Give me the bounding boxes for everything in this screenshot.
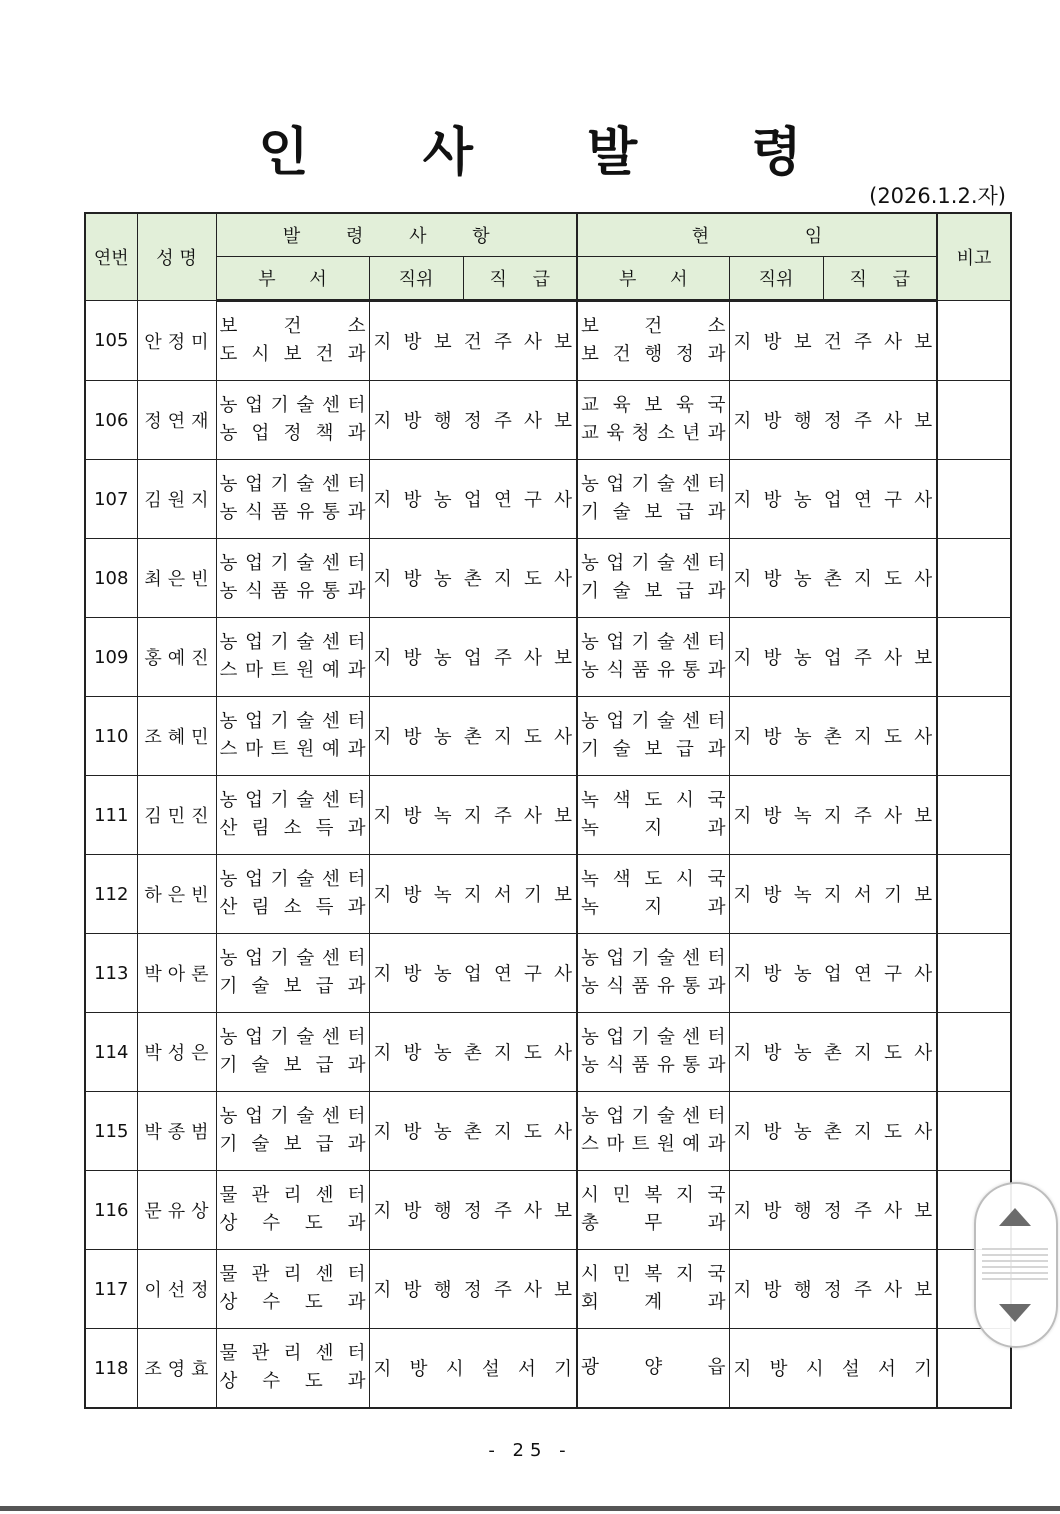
row-number: 113: [85, 934, 137, 1013]
header-current-dept-label: 부 서: [619, 269, 688, 290]
page-number: - 25 -: [488, 1440, 572, 1461]
header-row-bottom: [85, 257, 1011, 301]
current-dept-cell: [577, 855, 729, 934]
drag-handle-icon[interactable]: [982, 1248, 1048, 1282]
new-rank: 지 방 농 업 연 구 사: [373, 490, 573, 511]
remarks-cell: [937, 855, 1011, 934]
header-order: [216, 213, 577, 257]
header-order-dept: [216, 257, 369, 301]
new-dept-line: 물 관 리 센 터: [219, 1343, 366, 1364]
current-dept-line: 녹 지 과: [581, 897, 726, 918]
current-dept-line: 녹 색 도 시 국: [581, 790, 726, 811]
personnel-table: [84, 212, 1012, 1409]
new-dept-cell: [216, 301, 369, 381]
new-rank: 지 방 녹 지 서 기 보: [373, 885, 573, 906]
new-rank: 지 방 보 건 주 사 보: [373, 332, 573, 353]
new-dept-line: 농 업 기 술 센 터: [219, 869, 366, 890]
header-row-top: [85, 213, 1011, 257]
row-number: 112: [85, 855, 137, 934]
person-name: 홍예진: [137, 618, 216, 697]
new-rank: 지 방 농 업 연 구 사: [373, 964, 573, 985]
new-dept-cell: [216, 1171, 369, 1250]
person-name: 박종범: [137, 1092, 216, 1171]
remarks-cell: [937, 539, 1011, 618]
current-rank: 지 방 농 업 주 사 보: [733, 648, 933, 669]
new-rank: 지 방 농 촌 지 도 사: [373, 1043, 573, 1064]
new-dept-line: 농 업 기 술 센 터: [219, 711, 366, 732]
table-row: [85, 618, 1011, 697]
remarks-cell: [937, 460, 1011, 539]
new-dept-cell: [216, 1092, 369, 1171]
new-dept-line: 기 술 보 급 과: [219, 1134, 366, 1155]
new-rank-cell: [369, 301, 577, 381]
new-dept-cell: [216, 1013, 369, 1092]
header-current-dept: [577, 257, 729, 301]
current-dept-line: 농 업 기 술 센 터: [581, 948, 726, 969]
current-dept-line: 스 마 트 원 예 과: [581, 1134, 726, 1155]
current-dept-line: 농 업 기 술 센 터: [581, 553, 726, 574]
row-number: 106: [85, 381, 137, 460]
person-name: 이선정: [137, 1250, 216, 1329]
new-rank: 지 방 농 촌 지 도 사: [373, 569, 573, 590]
current-rank-cell: [729, 460, 937, 539]
current-rank-cell: [729, 776, 937, 855]
person-name: 박성은: [137, 1013, 216, 1092]
new-dept-cell: [216, 855, 369, 934]
person-name: 박아론: [137, 934, 216, 1013]
table-row: [85, 1329, 1011, 1409]
new-dept-line: 상 수 도 과: [219, 1371, 366, 1392]
current-dept-cell: [577, 1329, 729, 1409]
new-dept-line: 보 건 소: [219, 316, 366, 337]
header-order-label: 발 령 사 항: [282, 226, 510, 247]
current-dept-line: 농 식 품 유 통 과: [581, 1055, 726, 1076]
current-dept-cell: [577, 460, 729, 539]
row-number: 107: [85, 460, 137, 539]
table-row: [85, 776, 1011, 855]
current-dept-line: 광 양 읍: [581, 1357, 726, 1378]
document-title: 인 사 발 령: [258, 123, 850, 183]
new-dept-line: 물 관 리 센 터: [219, 1185, 366, 1206]
current-rank-cell: [729, 1171, 937, 1250]
new-dept-line: 상 수 도 과: [219, 1213, 366, 1234]
new-dept-cell: [216, 460, 369, 539]
current-dept-cell: [577, 381, 729, 460]
current-rank: 지 방 녹 지 주 사 보: [733, 806, 933, 827]
new-dept-line: 상 수 도 과: [219, 1292, 366, 1313]
new-rank: 지 방 행 정 주 사 보: [373, 1201, 573, 1222]
current-rank: 지 방 농 업 연 구 사: [733, 964, 933, 985]
current-rank-cell: [729, 1250, 937, 1329]
current-rank: 지 방 행 정 주 사 보: [733, 411, 933, 432]
current-dept-cell: [577, 1092, 729, 1171]
new-dept-line: 농 업 정 책 과: [219, 423, 366, 444]
new-dept-line: 산 림 소 득 과: [219, 897, 366, 918]
current-dept-line: 교 육 보 육 국: [581, 395, 726, 416]
new-dept-cell: [216, 1329, 369, 1409]
current-dept-line: 녹 지 과: [581, 818, 726, 839]
current-rank: 지 방 농 업 연 구 사: [733, 490, 933, 511]
new-dept-line: 농 식 품 유 통 과: [219, 502, 366, 523]
new-dept-line: 기 술 보 급 과: [219, 976, 366, 997]
new-rank-cell: [369, 1329, 577, 1409]
current-dept-cell: [577, 1013, 729, 1092]
person-name: 문유상: [137, 1171, 216, 1250]
current-rank-cell: [729, 381, 937, 460]
new-rank-cell: [369, 460, 577, 539]
current-rank-cell: [729, 1329, 937, 1409]
current-dept-line: 기 술 보 급 과: [581, 739, 726, 760]
person-name: 정연재: [137, 381, 216, 460]
new-rank-cell: [369, 1092, 577, 1171]
row-number: 118: [85, 1329, 137, 1409]
new-dept-line: 스 마 트 원 예 과: [219, 739, 366, 760]
new-dept-line: 농 업 기 술 센 터: [219, 790, 366, 811]
header-current-position: 직위: [729, 257, 823, 301]
row-number: 115: [85, 1092, 137, 1171]
header-current: [577, 213, 937, 257]
new-dept-line: 농 업 기 술 센 터: [219, 553, 366, 574]
row-number: 110: [85, 697, 137, 776]
table-body: [85, 301, 1011, 1409]
arrow-up-icon[interactable]: [999, 1208, 1031, 1226]
current-dept-cell: [577, 697, 729, 776]
scroll-widget[interactable]: [974, 1182, 1058, 1348]
new-dept-cell: [216, 1250, 369, 1329]
current-dept-cell: [577, 618, 729, 697]
table-row: [85, 381, 1011, 460]
current-dept-cell: [577, 1250, 729, 1329]
table-row: [85, 460, 1011, 539]
new-dept-line: 농 업 기 술 센 터: [219, 632, 366, 653]
row-number: 111: [85, 776, 137, 855]
current-rank: 지 방 농 촌 지 도 사: [733, 1122, 933, 1143]
table-row: [85, 1092, 1011, 1171]
current-dept-line: 농 식 품 유 통 과: [581, 976, 726, 997]
page-bottom-rule: [0, 1506, 1060, 1511]
remarks-cell: [937, 618, 1011, 697]
current-dept-cell: [577, 1171, 729, 1250]
new-rank: 지 방 농 업 주 사 보: [373, 648, 573, 669]
current-dept-line: 시 민 복 지 국: [581, 1185, 726, 1206]
new-rank: 지 방 행 정 주 사 보: [373, 1280, 573, 1301]
header-order-grade: [463, 257, 577, 301]
current-rank: 지 방 보 건 주 사 보: [733, 332, 933, 353]
current-dept-line: 보 건 행 정 과: [581, 344, 726, 365]
person-name: 김민진: [137, 776, 216, 855]
header-order-grade-label: 직 급: [489, 269, 551, 290]
current-rank: 지 방 농 촌 지 도 사: [733, 569, 933, 590]
header-remarks: 비고: [937, 213, 1011, 301]
header-current-label: 현 임: [691, 226, 823, 247]
remarks-cell: [937, 776, 1011, 855]
new-dept-line: 스 마 트 원 예 과: [219, 660, 366, 681]
current-rank-cell: [729, 1092, 937, 1171]
current-dept-line: 농 업 기 술 센 터: [581, 474, 726, 495]
new-dept-line: 기 술 보 급 과: [219, 1055, 366, 1076]
current-rank-cell: [729, 539, 937, 618]
header-order-position: 직위: [369, 257, 463, 301]
current-dept-line: 농 업 기 술 센 터: [581, 1106, 726, 1127]
row-number: 114: [85, 1013, 137, 1092]
current-dept-cell: [577, 776, 729, 855]
current-dept-cell: [577, 539, 729, 618]
new-dept-line: 농 식 품 유 통 과: [219, 581, 366, 602]
person-name: 김원지: [137, 460, 216, 539]
current-dept-line: 총 무 과: [581, 1213, 726, 1234]
current-dept-cell: [577, 934, 729, 1013]
row-number: 117: [85, 1250, 137, 1329]
new-dept-cell: [216, 776, 369, 855]
person-name: 조영효: [137, 1329, 216, 1409]
row-number: 109: [85, 618, 137, 697]
new-dept-cell: [216, 934, 369, 1013]
new-rank-cell: [369, 1013, 577, 1092]
remarks-cell: [937, 934, 1011, 1013]
new-dept-cell: [216, 618, 369, 697]
current-rank: 지 방 농 촌 지 도 사: [733, 1043, 933, 1064]
current-dept-line: 기 술 보 급 과: [581, 581, 726, 602]
current-dept-line: 회 계 과: [581, 1292, 726, 1313]
new-rank: 지 방 농 촌 지 도 사: [373, 1122, 573, 1143]
table-row: [85, 1013, 1011, 1092]
person-name: 하은빈: [137, 855, 216, 934]
header-no: 연번: [85, 213, 137, 301]
current-dept-line: 기 술 보 급 과: [581, 502, 726, 523]
current-rank-cell: [729, 855, 937, 934]
table-row: [85, 697, 1011, 776]
new-dept-cell: [216, 381, 369, 460]
new-rank: 지 방 농 촌 지 도 사: [373, 727, 573, 748]
new-rank-cell: [369, 855, 577, 934]
remarks-cell: [937, 1013, 1011, 1092]
new-dept-line: 농 업 기 술 센 터: [219, 395, 366, 416]
row-number: 108: [85, 539, 137, 618]
new-dept-cell: [216, 539, 369, 618]
table-row: [85, 934, 1011, 1013]
row-number: 116: [85, 1171, 137, 1250]
person-name: 최은빈: [137, 539, 216, 618]
header-current-grade-label: 직 급: [849, 269, 911, 290]
current-rank: 지 방 시 설 서 기: [733, 1359, 933, 1380]
new-dept-cell: [216, 697, 369, 776]
new-rank-cell: [369, 381, 577, 460]
new-rank: 지 방 행 정 주 사 보: [373, 411, 573, 432]
new-rank-cell: [369, 776, 577, 855]
current-rank: 지 방 농 촌 지 도 사: [733, 727, 933, 748]
current-rank: 지 방 행 정 주 사 보: [733, 1280, 933, 1301]
current-dept-line: 농 업 기 술 센 터: [581, 1027, 726, 1048]
table-row: [85, 1250, 1011, 1329]
new-rank-cell: [369, 1250, 577, 1329]
current-rank: 지 방 녹 지 서 기 보: [733, 885, 933, 906]
remarks-cell: [937, 1092, 1011, 1171]
table-row: [85, 855, 1011, 934]
new-rank: 지 방 시 설 서 기: [373, 1359, 572, 1380]
header-current-grade: [823, 257, 937, 301]
new-rank-cell: [369, 697, 577, 776]
current-dept-line: 농 업 기 술 센 터: [581, 632, 726, 653]
person-name: 조혜민: [137, 697, 216, 776]
table-row: [85, 1171, 1011, 1250]
header-name: 성 명: [137, 213, 216, 301]
new-rank-cell: [369, 539, 577, 618]
new-dept-line: 농 업 기 술 센 터: [219, 1027, 366, 1048]
new-rank-cell: [369, 1171, 577, 1250]
new-dept-line: 농 업 기 술 센 터: [219, 1106, 366, 1127]
header-order-dept-label: 부 서: [258, 269, 327, 290]
new-rank-cell: [369, 934, 577, 1013]
current-dept-line: 교 육 청 소 년 과: [581, 423, 726, 444]
current-dept-line: 농 업 기 술 센 터: [581, 711, 726, 732]
remarks-cell: [937, 301, 1011, 381]
table-row: [85, 539, 1011, 618]
new-rank-cell: [369, 618, 577, 697]
current-dept-line: 보 건 소: [581, 316, 726, 337]
table-row: [85, 301, 1011, 381]
current-rank-cell: [729, 618, 937, 697]
current-rank-cell: [729, 934, 937, 1013]
current-dept-line: 농 식 품 유 통 과: [581, 660, 726, 681]
new-dept-line: 농 업 기 술 센 터: [219, 474, 366, 495]
new-dept-line: 산 림 소 득 과: [219, 818, 366, 839]
current-rank-cell: [729, 1013, 937, 1092]
person-name: 안정미: [137, 301, 216, 381]
new-dept-line: 물 관 리 센 터: [219, 1264, 366, 1285]
remarks-cell: [937, 697, 1011, 776]
new-rank: 지 방 녹 지 주 사 보: [373, 806, 573, 827]
new-dept-line: 농 업 기 술 센 터: [219, 948, 366, 969]
current-rank-cell: [729, 697, 937, 776]
remarks-cell: [937, 381, 1011, 460]
row-number: 105: [85, 301, 137, 381]
current-dept-line: 시 민 복 지 국: [581, 1264, 726, 1285]
current-rank: 지 방 행 정 주 사 보: [733, 1201, 933, 1222]
issue-date: (2026.1.2.자): [869, 184, 1006, 208]
current-rank-cell: [729, 301, 937, 381]
current-dept-cell: [577, 301, 729, 381]
arrow-down-icon[interactable]: [999, 1304, 1031, 1322]
new-dept-line: 도 시 보 건 과: [219, 344, 366, 365]
current-dept-line: 녹 색 도 시 국: [581, 869, 726, 890]
